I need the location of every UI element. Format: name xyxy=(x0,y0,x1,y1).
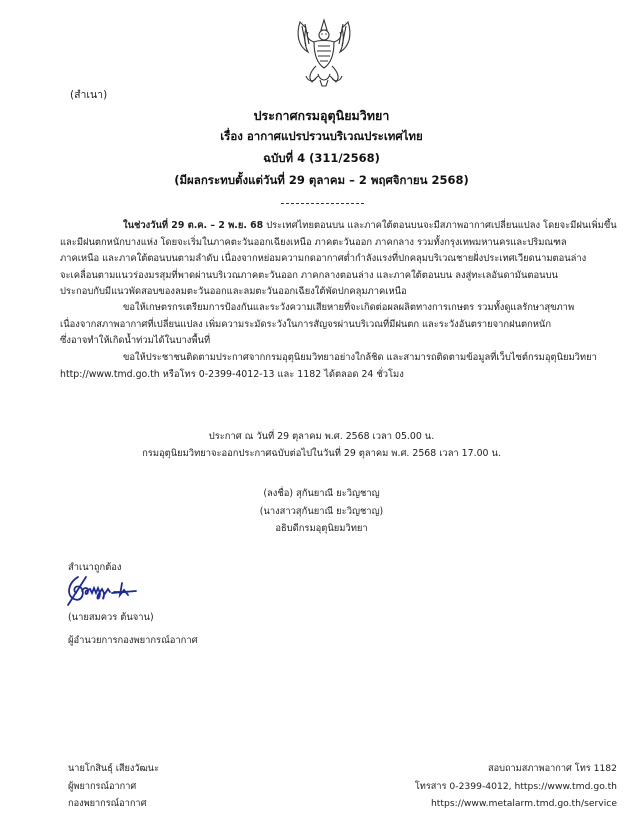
handwritten-signature-icon xyxy=(64,573,144,607)
issue-number: ฉบับที่ 4 (311/2568) xyxy=(263,151,380,165)
contact-phone: สอบถามสภาพอากาศ โทร 1182 xyxy=(488,763,617,774)
contact-service-link[interactable]: https://www.metalarm.tmd.go.th/service xyxy=(430,798,617,809)
forecaster-position: ผู้พยากรณ์อากาศ xyxy=(68,780,137,792)
paragraph-lead: ในช่วงวันที่ 29 ต.ค. – 2 พ.ย. 68 xyxy=(123,220,264,231)
footer-contact xyxy=(415,760,617,813)
contact-fax-website: โทรสาร 0-2399-4012, https://www.tmd.go.th xyxy=(414,780,617,792)
document-title: ประกาศกรมอุตุนิยมวิทยา xyxy=(253,108,390,123)
paragraph-line xyxy=(60,218,617,235)
signed-line: (ลงชื่อ) สุกันยาณี ยะวิญชาญ xyxy=(263,488,380,499)
certifier-name: (นายสมควร ต้นจาน) xyxy=(68,612,154,623)
paragraph-advice-farmers xyxy=(60,300,590,350)
paragraph-line: เนื่องจากสภาพอากาศที่เปลี่ยนแปลง เพิ่มความระมัดระวังในการสัญจรผ่านบริเวณที่มีฝนตก และระวังอันตรายจากฝนตกหนัก xyxy=(60,318,552,330)
footer-forecaster xyxy=(68,760,159,813)
paragraph-line: ภาคเหนือ และภาคใต้ตอนบนตามลำดับ เนื่องจากหย่อมความกดอากาศต่ำกำลังแรงที่ปกคลุมบริเวณชายฝั่งประเทศเวียดนามตอนล่าง xyxy=(60,253,587,265)
announced-at: ประกาศ ณ วันที่ 29 ตุลาคม พ.ศ. 2568 เวลา 05.00 น. xyxy=(208,431,435,442)
issue-info xyxy=(0,428,643,462)
certification-label: สำเนาถูกต้อง xyxy=(68,562,122,573)
paragraph-advice-public xyxy=(60,350,597,383)
paragraph-line: ประกอบกับมีแนวพัดสอบของลมตะวันออกและลมตะวันออกเฉียงใต้พัดปกคลุมภาคเหนือ xyxy=(60,286,407,298)
paragraph-line: ขอให้ประชาชนติดตามประกาศจากกรมอุตุนิยมวิทยาอย่างใกล้ชิด และสามารถติดตามข้อมูลที่เว็บไซต์กรมอุตุนิยมวิทยา xyxy=(123,352,597,363)
forecaster-name: นายโกสินธุ์ เสียงวัฒนะ xyxy=(68,763,160,774)
effective-period: (มีผลกระทบตั้งแต่วันที่ 29 ตุลาคม – 2 พฤศจิกายน 2568) xyxy=(174,173,469,187)
signatory-block xyxy=(0,485,643,538)
certifier-position: ผู้อำนวยการกองพยากรณ์อากาศ xyxy=(68,635,198,646)
next-issue: กรมอุตุนิยมวิทยาจะออกประกาศฉบับต่อไปในวันที่ 29 ตุลาคม พ.ศ. 2568 เวลา 17.00 น. xyxy=(142,448,501,459)
paragraph-line: จะเคลื่อนตามแนวร่องมรสุมที่พาดผ่านบริเวณภาคตะวันออก ภาคกลางตอนล่าง และภาคใต้ตอนบน ลงสู่ทะเลอันดามันตอนบน xyxy=(60,269,558,281)
signatory-full-name: (นางสาวสุกันยาณี ยะวิญชาญ) xyxy=(259,505,384,517)
document-subject: เรื่อง อากาศแปรปรวนบริเวณประเทศไทย xyxy=(220,129,423,143)
paragraph-line: ซึ่งอาจทำให้เกิดน้ำท่วมได้ในบางพื้นที่ xyxy=(60,335,211,347)
signatory-position: อธิบดีกรมอุตุนิยมวิทยา xyxy=(275,523,368,534)
forecaster-division: กองพยากรณ์อากาศ xyxy=(68,798,147,809)
paragraph-line: ขอให้เกษตรกรเตรียมการป้องกันและระวังความเสียหายที่จะเกิดต่อผลผลิตทางการเกษตร รวมทั้งดูแลรักษาสุขภาพ xyxy=(123,302,575,313)
copy-mark: (สำเนา) xyxy=(70,89,108,101)
paragraph-line: และมีฝนตกหนักบางแห่ง โดยจะเริ่มในภาคตะวันออกเฉียงเหนือ ภาคตะวันออก ภาคกลาง รวมทั้งกรุงเทพมหานครและปริมณฑล xyxy=(60,236,567,248)
garuda-emblem-icon xyxy=(292,16,356,88)
paragraph-forecast xyxy=(60,218,617,301)
section-divider xyxy=(281,203,364,204)
paragraph-line-text: ประเทศไทยตอนบน และภาคใต้ตอนบนจะมีสภาพอากาศเปลี่ยนแปลง โดยจะมีฝนเพิ่มขึ้น xyxy=(263,220,617,231)
paragraph-line-contact: http://www.tmd.go.th หรือโทร 0-2399-4012-13 และ 1182 ได้ตลอด 24 ชั่วโมง xyxy=(60,368,404,380)
